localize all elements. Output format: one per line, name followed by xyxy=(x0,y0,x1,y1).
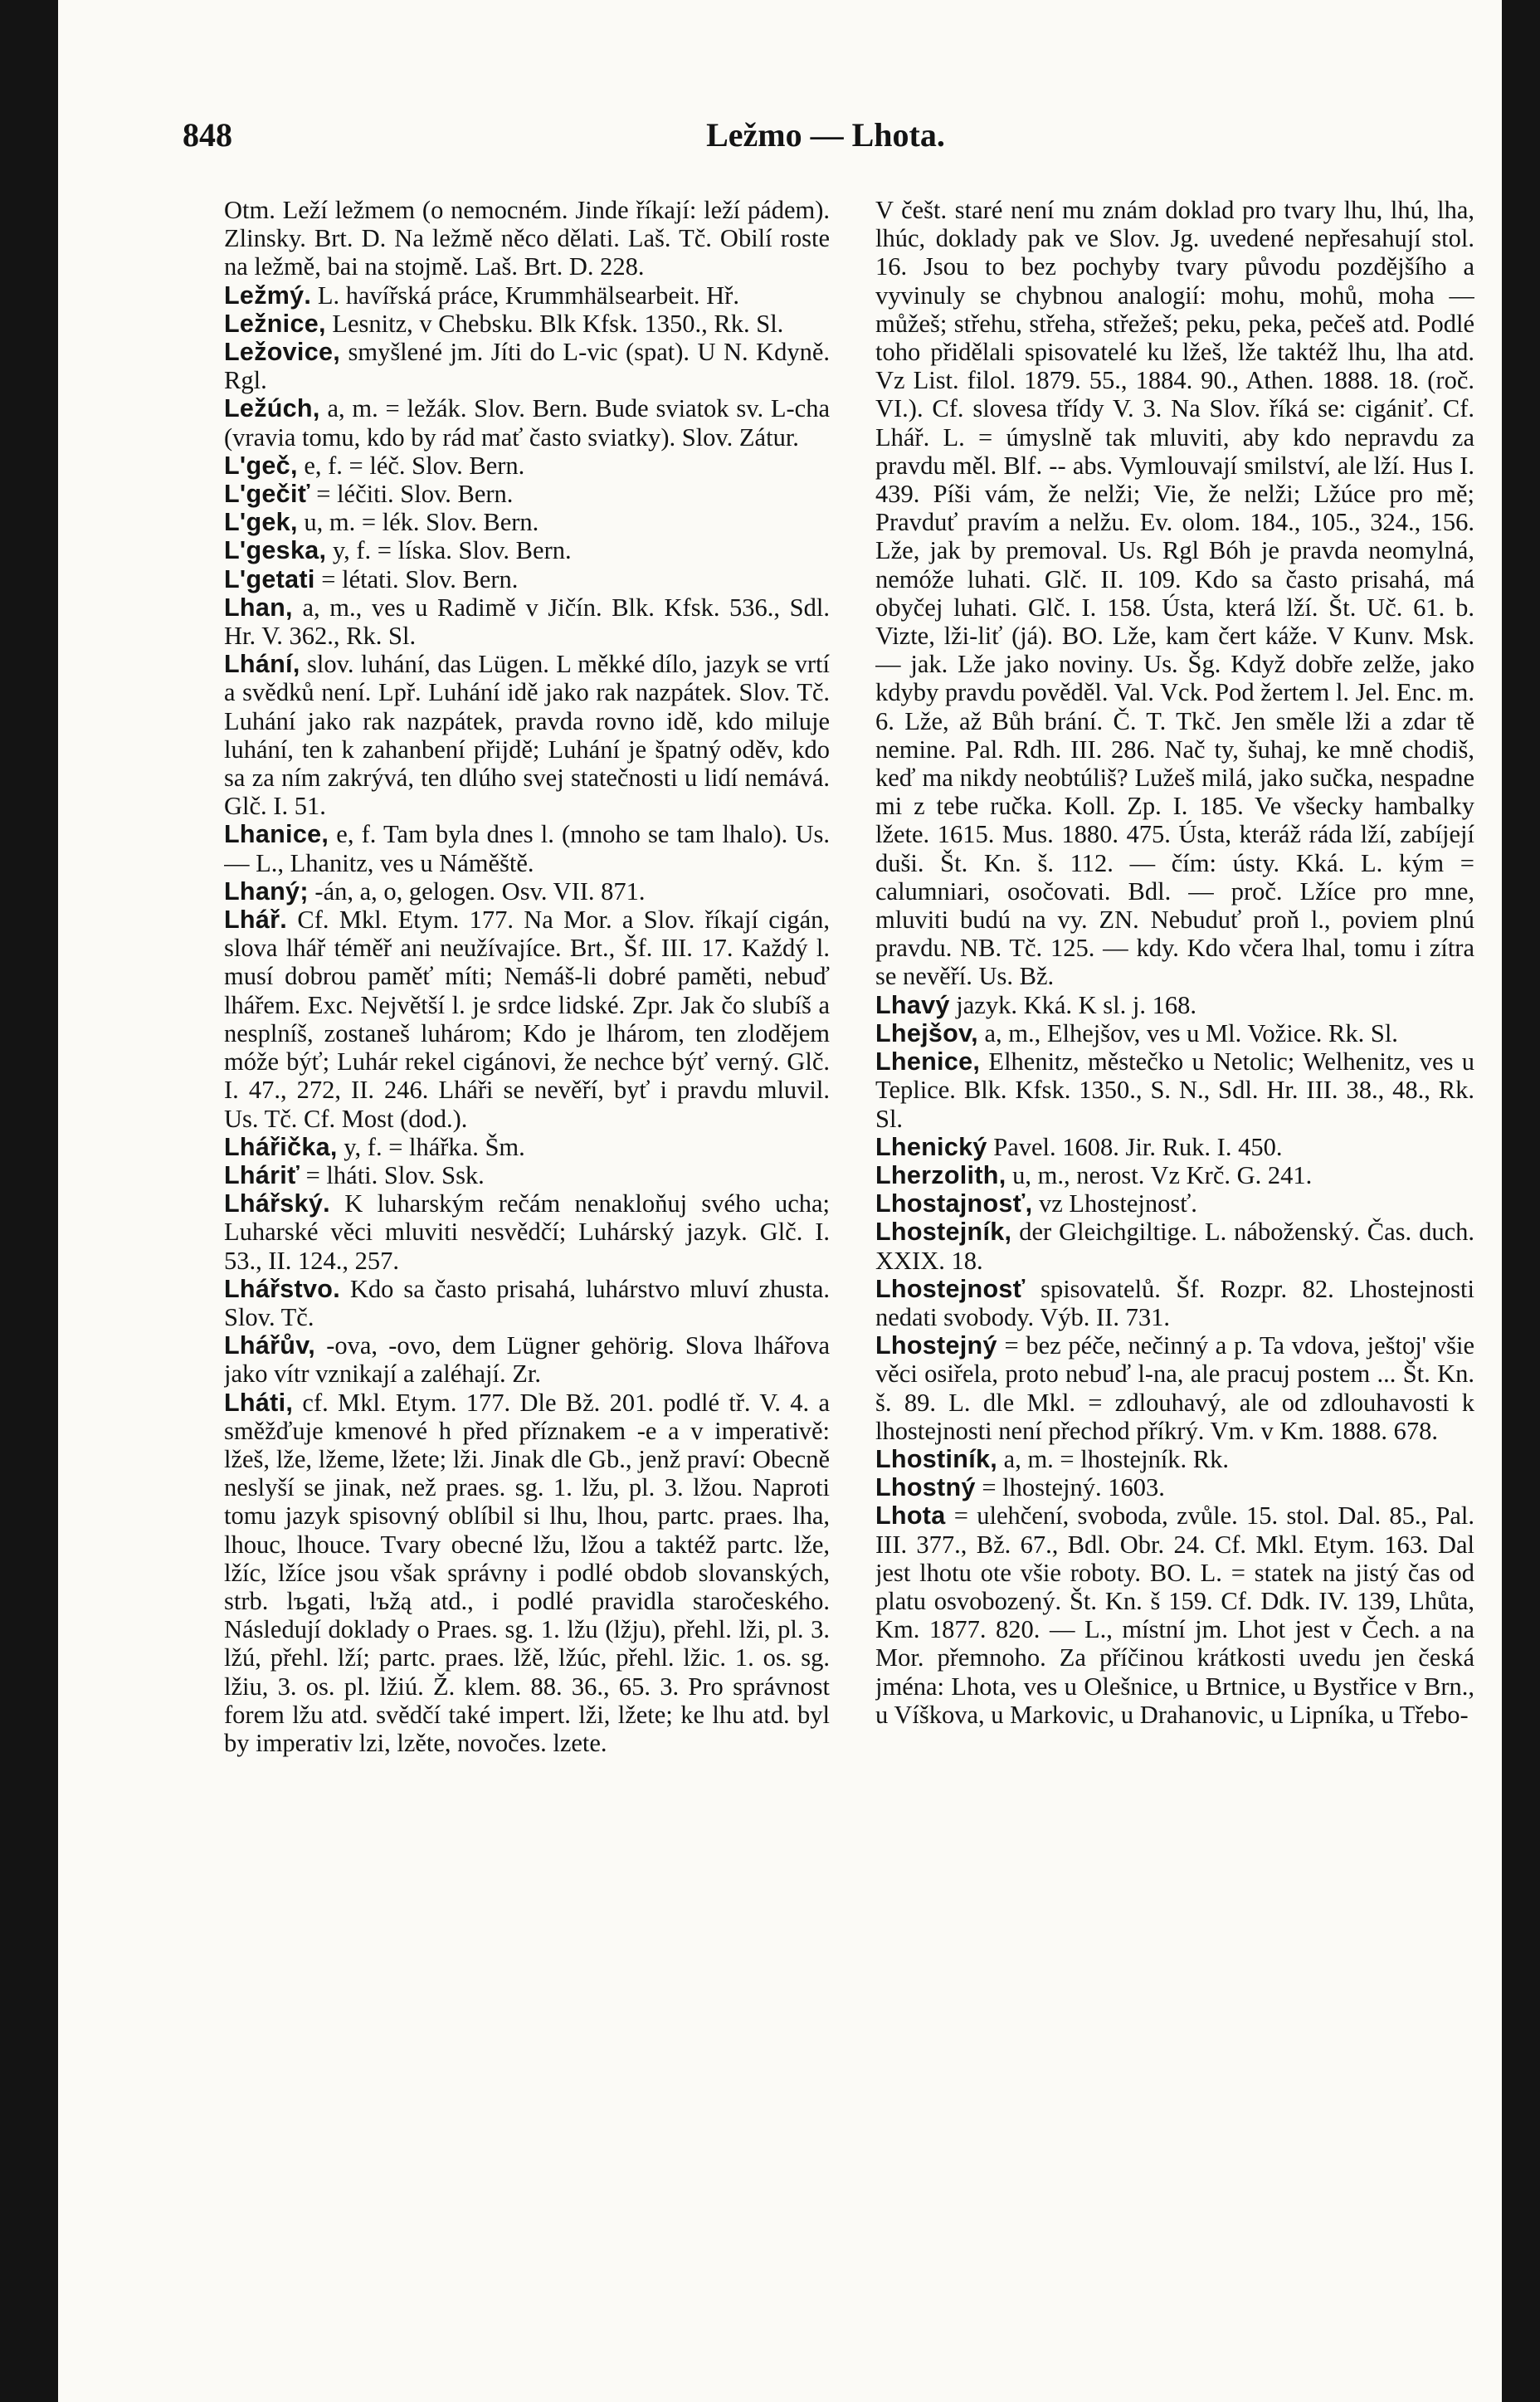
dictionary-entry xyxy=(875,991,1474,1019)
dictionary-entry xyxy=(224,536,830,564)
entry-text: u, m., nerost. Vz Krč. G. 241. xyxy=(1006,1160,1313,1189)
entry-headword: Ležúch, xyxy=(224,394,320,423)
entry-headword: Lhostný xyxy=(875,1473,976,1502)
entry-text: = lhostejný. 1603. xyxy=(975,1473,1165,1502)
entry-headword: Lhání, xyxy=(224,650,300,679)
entry-headword: Lhota xyxy=(875,1501,946,1531)
entry-headword: Lháriť xyxy=(224,1160,300,1189)
entry-headword: Lhářička, xyxy=(224,1132,338,1161)
entry-headword: Lhostajnosť, xyxy=(875,1189,1033,1218)
entry-headword: Lhenický xyxy=(875,1132,987,1161)
dictionary-entry xyxy=(224,593,830,650)
dictionary-entry xyxy=(875,1189,1474,1218)
dictionary-page xyxy=(58,0,1502,2402)
dictionary-entry xyxy=(224,650,830,820)
dictionary-entry xyxy=(875,1133,1474,1161)
dictionary-entry xyxy=(224,508,830,536)
right-column xyxy=(875,196,1474,2354)
dictionary-entry xyxy=(875,1331,1474,1445)
entry-text: Kdo sa často prisahá, luhárstvo mluví zhusta. Slov. Tč. xyxy=(224,1274,830,1331)
dictionary-entry xyxy=(875,1473,1474,1501)
dictionary-entry xyxy=(224,1133,830,1161)
entry-text: a, m. = ležák. Slov. Bern. Bude sviatok sv. L-cha (vravia tomu, kdo by rád mať často sviatky). Slov. Zátur. xyxy=(224,394,830,452)
entry-headword: L'gek, xyxy=(224,508,298,537)
entry-headword: Lhan, xyxy=(224,593,293,622)
dictionary-entry xyxy=(224,1331,830,1388)
dictionary-entry xyxy=(224,281,830,310)
entry-headword: Lhostejnosť xyxy=(875,1274,1026,1303)
entry-headword: Lhářstvo. xyxy=(224,1274,340,1303)
dictionary-entry xyxy=(224,1189,830,1275)
entry-text: u, m. = lék. Slov. Bern. xyxy=(297,508,539,537)
dictionary-entry xyxy=(224,906,830,1133)
entry-headword: Lhostiník, xyxy=(875,1444,998,1473)
dictionary-entry xyxy=(224,1161,830,1189)
entry-text: a, m., Elhejšov, ves u Ml. Vožice. Rk. Sl. xyxy=(977,1018,1398,1047)
entry-headword: L'gečiť xyxy=(224,480,310,509)
entry-headword: L'geč, xyxy=(224,451,298,480)
dictionary-entry xyxy=(224,820,830,876)
entry-text: -án, a, o, gelogen. Osv. VII. 871. xyxy=(308,876,646,906)
entry-headword: L'geska, xyxy=(224,536,327,565)
entry-text: y, f. = lhářka. Šm. xyxy=(337,1132,525,1161)
entry-headword: Lhostejník, xyxy=(875,1218,1012,1247)
entry-headword: Lhářův, xyxy=(224,1331,315,1360)
entry-headword: L'getati xyxy=(224,564,315,593)
entry-headword: Lherzolith, xyxy=(875,1160,1006,1189)
entry-headword: Lhenice, xyxy=(875,1047,981,1077)
entry-headword: Lhářský. xyxy=(224,1189,330,1218)
page-number: 848 xyxy=(183,116,232,154)
entry-text: L. havířská práce, Krummhälsearbeit. Hř. xyxy=(311,281,739,310)
entry-headword: Lhaný; xyxy=(224,876,309,906)
dictionary-entry xyxy=(224,394,830,451)
entry-headword: Lhanice, xyxy=(224,820,329,849)
entry-headword: Ležovice, xyxy=(224,338,341,367)
entry-text: e, f. Tam byla dnes l. (mnoho se tam lhalo). Us. — L., Lhanitz, ves u Náměště. xyxy=(224,820,830,877)
dictionary-entry xyxy=(875,1047,1474,1133)
entry-headword: Lhář. xyxy=(224,906,288,935)
entry-text: cf. Mkl. Etym. 177. Dle Bž. 201. podlé tř. V. 4. a směžďuje kmenové h před příznakem -e a v imperativě: lžeš, lže, lžeme, lžete; lži. Jinak dle Gb., jenž praví: Obecně neslyší se jinak, než praes. sg. 1. lžu, pl. 3. lžou. Naproti tomu jazyk spisovný oblíbil si lhu, lhou, partc. praes. lha, lhouc, lhouce. Tvary obecné lžu, lžou a taktéž partc. lže, lžíc, lžíce jsou však správny i podlé obdob slovanských, strb. lъgati, lъžą atd., i podlé pravidla staročeského. Následují doklady o Praes. sg. 1. lžu (lžju), přehl. lži, pl. 3. lžú, přehl. lží; partc. praes. lžě, lžúc, přehl. lžic. 1. os. sg. lžiu, 3. os. pl. lžiú. Ž. klem. 88. 36., 65. 3. Pro správnost forem lžu atd. svědčí také impert. lži, lžete; ke lhu atd. byl by imperativ lzi, lzěte, novočes. lzete. xyxy=(224,1388,830,1757)
entry-text: der Gleichgiltige. L. náboženský. Čas. duch. XXIX. 18. xyxy=(875,1218,1474,1275)
entry-text: a, m., ves u Radimě v Jičín. Blk. Kfsk. 536., Sdl. Hr. V. 362., Rk. Sl. xyxy=(224,593,830,651)
entry-headword: Lhavý xyxy=(875,990,950,1019)
entry-headword: Lhejšov, xyxy=(875,1018,978,1047)
entry-text: smyšlené jm. Jíti do L-vic (spat). U N. Kdyně. Rgl. xyxy=(224,338,830,395)
dictionary-entry xyxy=(875,1161,1474,1189)
dictionary-entry xyxy=(224,310,830,338)
entry-text: slov. luhání, das Lügen. L měkké dílo, jazyk se vrtí a svědků není. Lpř. Luhání idě jako rak nazpátek. Slov. Tč. Luhání jako rak nazpátek, pravda rovno idě, kdo miluje luhání, ten k zahanbení přijdě; Luhání je špatný oděv, kdo sa za ním zakrývá, ten dlúho svej statečnosti u lidí nemává. Glč. I. 51. xyxy=(224,650,830,821)
entry-text: V češt. staré není mu znám doklad pro tvary lhu, lhú, lha, lhúc, doklady pak ve Slov. Jg. uvedené nepřesahují stol. 16. Jsou to bez pochyby tvary původu pozdějšího a vyvinuly se chybnou analogií: mohu, mohů, moha — můžeš; střehu, střeha, střežeš; peku, peka, pečeš atd. Podlé toho přidělali spisovatelé ku lžeš, lže taktéž lhu, lha atd. Vz List. filol. 1879. 55., 1884. 90., Athen. 1888. 18. (roč. VI.). Cf. slovesa třídy V. 3. Na Slov. říká se: cigániť. Cf. Lhář. L. = úmyslně tak mluviti, aby kdo nepravdu za pravdu měl. Blf. -- abs. Vymlouvají smilství, ale lží. Hus I. 439. Píši vám, že nelži; Vie, že nelži; Lžúce pro mě; Pravduť pravím a nelžu. Ev. olom. 184., 105., 324., 156. Lže, jak by premoval. Us. Rgl Bóh je pravda neomylná, nemóže luhati. Glč. II. 109. Kdo sa často prisahá, má obyčej luhati. Glč. I. 158. Ústa, která lží. Št. Uč. 61. b. Vizte, lži-liť (já). BO. Lže, kam čert káže. V Kunv. Msk. — jak. Lže jako noviny. Us. Šg. Když dobře zelže, jako kdyby pravdu pověděl. Val. Vck. Pod žertem l. Jel. Enc. m. 6. Lže, až Bůh brání. Č. T. Tkč. Jen směle lži a zdar tě nemine. Pal. Rdh. III. 286. Nač ty, šuhaj, ke mně chodiš, keď ma nikdy neobtúliš? Lužeš milá, jako sučka, nespadne mi z tebe ručka. Koll. Zp. I. 185. Ve všecky hambalky lžete. 1615. Mus. 1880. 475. Ústa, kteráž ráda lží, zabíjejí duši. Št. Kn. š. 112. — čím: ústy. Kká. L. kým = calumniari, osočovati. Bdl. — proč. Lžíce pro mne, mluviti budú na vy. ZN. Nebuduť proň l., poviem plnú pravdu. NB. Tč. 125. — kdy. Kdo včera lhal, tomu i zítra se nevěří. Us. Bž. xyxy=(875,196,1474,991)
dictionary-entry xyxy=(224,452,830,480)
entry-text: Lesnitz, v Chebsku. Blk Kfsk. 1350., Rk. Sl. xyxy=(325,309,784,338)
dictionary-entry xyxy=(224,196,830,281)
entry-headword: Lhostejný xyxy=(875,1331,997,1360)
entry-text: = léčiti. Slov. Bern. xyxy=(309,480,514,509)
dictionary-entry xyxy=(875,1275,1474,1331)
dictionary-entry xyxy=(875,1445,1474,1473)
entry-text: Elhenitz, městečko u Netolic; Welhenitz, ves u Teplice. Blk. Kfsk. 1350., S. N., Sdl. Hr. III. 38., 48., Rk. Sl. xyxy=(875,1047,1474,1133)
entry-headword: Ležnice, xyxy=(224,309,326,338)
entry-text: Cf. Mkl. Etym. 177. Na Mor. a Slov. říkají cigán, slova lhář téměř ani neužívajíce. Brt., Šf. III. 17. Každý l. musí dobrou paměť míti; Nemáš-li dobré paměti, nebuď lhářem. Exc. Největší l. je srdce lidské. Zpr. Jak čo slubíš a nesplníš, zostaneš luhárom; Kdo je lhárom, ten zlodějem móže býť; Luhár rekel cigánovi, že nechce býť verný. Glč. I. 47., 272, II. 246. Lháři se nevěří, byť i pravdu mluvil. Us. Tč. Cf. Most (dod.). xyxy=(224,906,830,1133)
dictionary-entry xyxy=(224,565,830,593)
entry-text: Otm. Leží ležmem (o nemocném. Jinde říkají: leží pádem). Zlinsky. Brt. D. Na ležmě něco dělati. Laš. Tč. Obilí roste na ležmě, bai na stojmě. Laš. Brt. D. 228. xyxy=(224,196,830,281)
entry-headword: Lháti, xyxy=(224,1388,294,1417)
dictionary-entry xyxy=(875,196,1474,991)
entry-text: -ova, -ovo, dem Lügner gehörig. Slova lhářova jako vítr vznikají a zaléhají. Zr. xyxy=(224,1331,830,1389)
dictionary-entry xyxy=(875,1019,1474,1047)
entry-text: = bez péče, nečinný a p. Ta vdova, ještoj' všie věci osiřela, proto nebuď l-na, ale pracuj postem ... Št. Kn. š. 89. L. dle Mkl. = zdlouhavý, ale od zdlouhavosti k lhostejnosti není přechod příkrý. Vm. v Km. 1888. 678. xyxy=(875,1331,1474,1445)
entry-text: jazyk. Kká. K sl. j. 168. xyxy=(949,990,1196,1019)
dictionary-entry xyxy=(224,338,830,394)
entry-text: = létati. Slov. Bern. xyxy=(314,564,519,593)
dictionary-entry xyxy=(224,1389,830,1758)
entry-text: K luharským rečám nenakloňuj svého ucha; Luharské věci mluviti nesvědčí; Luhárský jazyk. Glč. I. 53., II. 124., 257. xyxy=(224,1189,830,1275)
entry-text: vz Lhostejnosť. xyxy=(1032,1189,1197,1218)
left-column xyxy=(224,196,830,2354)
page-header xyxy=(183,104,1469,162)
dictionary-entry xyxy=(875,1501,1474,1729)
dictionary-entry xyxy=(224,480,830,508)
dictionary-entry xyxy=(875,1218,1474,1274)
dictionary-entry xyxy=(224,1275,830,1331)
entry-text: y, f. = líska. Slov. Bern. xyxy=(326,536,572,565)
entry-text: = ulehčení, svoboda, zvůle. 15. stol. Dal. 85., Pal. III. 377., Bž. 67., Bdl. Obr. 24. Cf. Mkl. Etym. 163. Dal jest lhotu ote všie roboty. BO. L. = statek na jistý čas od platu osvobozený. Št. Kn. š 159. Cf. Ddk. IV. 139, Lhůta, Km. 1877. 820. — L., místní jm. Lhot jest v Čech. a na Mor. přemnoho. Za příčinou krátkosti uvedu jen česká jména: Lhota, ves u Olešnice, u Brtnice, u Bystřice v Brn., u Víškova, u Markovic, u Drahanovic, u Lipníka, u Třebo- xyxy=(875,1501,1474,1729)
entry-text: e, f. = léč. Slov. Bern. xyxy=(297,451,525,480)
entry-text: = lháti. Slov. Ssk. xyxy=(299,1160,485,1189)
entry-text: Pavel. 1608. Jir. Ruk. I. 450. xyxy=(987,1132,1283,1161)
dictionary-entry xyxy=(224,877,830,906)
entry-headword: Ležmý. xyxy=(224,281,312,310)
running-title: Ležmo — Lhota. xyxy=(706,116,945,154)
entry-text: spisovatelů. Šf. Rozpr. 82. Lhostejnosti nedati svobody. Výb. II. 731. xyxy=(875,1274,1474,1331)
entry-text: a, m. = lhostejník. Rk. xyxy=(997,1444,1230,1473)
